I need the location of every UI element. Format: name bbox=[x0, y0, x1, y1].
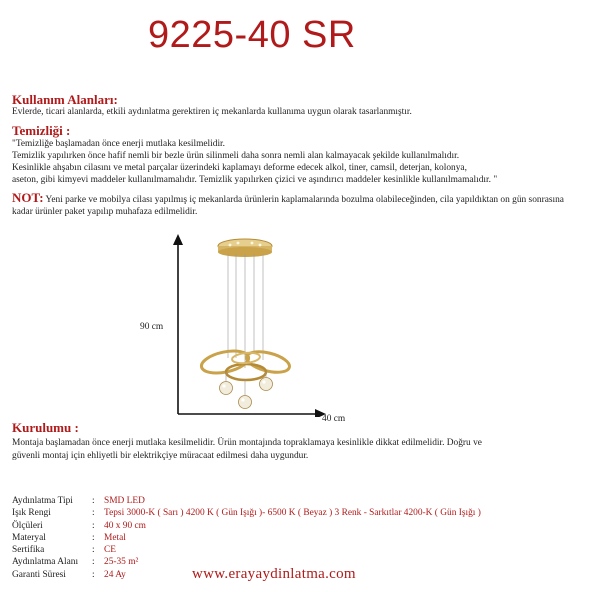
height-dimension-label: 90 cm bbox=[140, 322, 164, 332]
crystal-ball bbox=[220, 382, 233, 395]
spec-value: CE bbox=[104, 545, 116, 556]
spec-key: Materyal bbox=[12, 532, 46, 543]
usage-text: Evlerde, ticari alanlarda, etkili aydınlatma gerektiren iç mekanlarda kullanıma uygun olarak tasarlanmıştır. bbox=[12, 107, 412, 117]
spec-separator: : bbox=[92, 496, 95, 506]
canopy-crystal bbox=[251, 242, 254, 245]
width-dimension-label: 40 cm bbox=[322, 414, 346, 424]
chandelier bbox=[199, 239, 291, 409]
crystal-ball bbox=[239, 396, 252, 409]
note-label: NOT: bbox=[12, 190, 44, 205]
product-image bbox=[160, 232, 330, 417]
installation-line: güvenli montaj için ehliyetli bir elektrikçiye müracaat edilmesi daha uygundur. bbox=[12, 451, 309, 461]
cleaning-heading: Temizliği : bbox=[12, 123, 71, 138]
canopy-crystal bbox=[229, 244, 232, 247]
installation-heading: Kurulumu : bbox=[12, 420, 79, 435]
spec-separator: : bbox=[92, 532, 95, 543]
spec-key: Ölçüleri bbox=[12, 520, 43, 531]
usage-heading: Kullanım Alanları: bbox=[12, 92, 118, 107]
arrow-right-icon bbox=[315, 409, 326, 417]
cleaning-line: Temizlik yapılırken önce hafif nemli bir bezle ürün silinmeli daha sonra nemli alan kalmayacak şekilde kullanılmalıdır. bbox=[12, 151, 460, 161]
ball-highlight bbox=[222, 384, 225, 387]
arrow-up-icon bbox=[173, 234, 183, 245]
spec-separator: : bbox=[92, 569, 95, 580]
canopy-crystal bbox=[259, 244, 262, 247]
canopy-crystal bbox=[237, 242, 240, 245]
spec-separator: : bbox=[92, 545, 95, 556]
spec-key: Garanti Süresi bbox=[12, 569, 66, 580]
ball-highlight bbox=[262, 380, 265, 383]
spec-key: Aydınlatma Alanı bbox=[12, 557, 79, 568]
spec-value: 40 x 90 cm bbox=[104, 520, 146, 531]
cleaning-line: "Temizliğe başlamadan önce enerji mutlaka kesilmelidir. bbox=[12, 139, 225, 149]
spec-key: Aydınlatma Tipi bbox=[12, 496, 73, 506]
spec-separator: : bbox=[92, 508, 95, 519]
product-title: 9225-40 SR bbox=[148, 14, 356, 56]
crystal-ball bbox=[260, 378, 273, 391]
note-block bbox=[12, 192, 577, 219]
spec-value: SMD LED bbox=[104, 496, 145, 506]
spec-value: Metal bbox=[104, 532, 126, 543]
note-text: Yeni parke ve mobilya cilası yapılmış iç mekanlarda ürünlerin kaplamalarında bozulma olabileceğinden, cila yapıldıktan on gün sonrasına kadar ürünler paket yapılıp muhafaza edilmelidir. bbox=[12, 195, 564, 218]
cleaning-line: aseton, gibi kimyevi maddeler kullanılmamalıdır. Temizlik yapılırken çizici ve aşındırıcı maddeler kesinlikle kullanılmamalıdır. " bbox=[12, 175, 498, 185]
spec-separator: : bbox=[92, 520, 95, 531]
installation-line: Montaja başlamadan önce enerji mutlaka kesilmelidir. Ürün montajında topraklamaya kesinlikle dikkat edilmelidir. Doğru ve bbox=[12, 438, 482, 448]
spec-separator: : bbox=[92, 557, 95, 568]
spec-value: Tepsi 3000-K ( Sarı ) 4200 K ( Gün Işığı )- 6500 K ( Beyaz ) 3 Renk - Sarkıtlar 4200-K ( Gün Işığı ) bbox=[104, 508, 481, 519]
spec-key: Işık Rengi bbox=[12, 508, 51, 519]
website-link[interactable]: www.erayaydinlatma.com bbox=[192, 566, 356, 582]
spec-value: 24 Ay bbox=[104, 569, 126, 580]
spec-value: 25-35 m² bbox=[104, 557, 139, 568]
ball-highlight bbox=[241, 398, 244, 401]
cleaning-line: Kesinlikle ahşabın cilasını ve metal parçalar üzerindeki kaplamayı deforme edecek alkol, tiner, camsil, deterjan, kolonya, bbox=[12, 163, 467, 173]
spec-key: Sertifika bbox=[12, 545, 45, 556]
